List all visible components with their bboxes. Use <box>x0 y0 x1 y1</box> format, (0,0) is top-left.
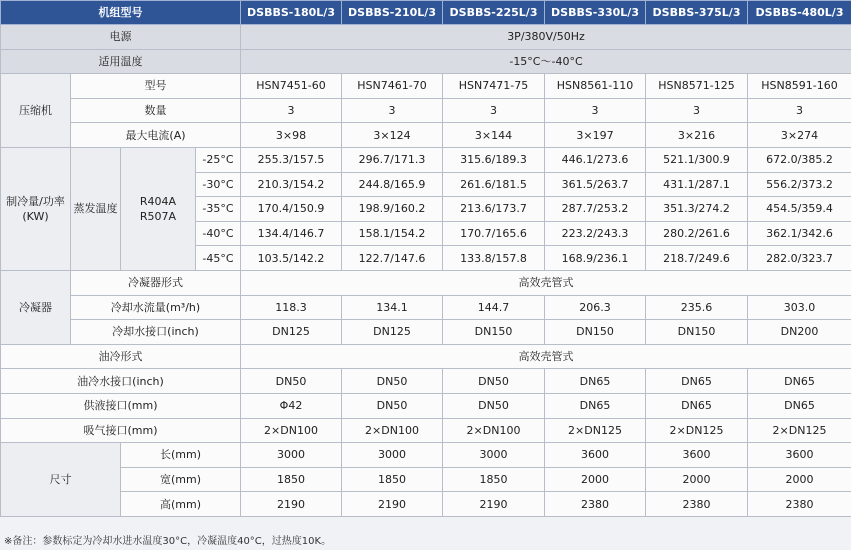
table-cell: 133.8/157.8 <box>443 246 545 271</box>
table-cell: DN65 <box>545 369 646 394</box>
table-cell: DN65 <box>748 369 851 394</box>
table-cell: 103.5/142.2 <box>241 246 342 271</box>
table-cell: 122.7/147.6 <box>342 246 443 271</box>
liquid-port-label: 供液接口(mm) <box>1 393 241 418</box>
table-cell: 3 <box>241 98 342 123</box>
table-cell: 218.7/249.6 <box>646 246 748 271</box>
refrigerant-label: R404A R507A <box>121 147 196 270</box>
table-cell: DN150 <box>443 320 545 345</box>
table-cell: DN125 <box>342 320 443 345</box>
table-cell: DN65 <box>646 393 748 418</box>
table-cell: Φ42 <box>241 393 342 418</box>
table-cell: 2000 <box>545 467 646 492</box>
table-cell: 2380 <box>646 492 748 517</box>
table-cell: HSN8591-160 <box>748 74 851 99</box>
model-header: DSBBS-480L/3 <box>748 1 851 25</box>
table-cell: DN50 <box>241 369 342 394</box>
table-cell: 3 <box>443 98 545 123</box>
oil-cooler-row <box>1 344 851 369</box>
evap-temp-value: -25°C <box>196 147 241 172</box>
table-cell: DN200 <box>748 320 851 345</box>
table-cell: DN150 <box>545 320 646 345</box>
table-cell: 303.0 <box>748 295 851 320</box>
oil-cooler-value: 高效壳管式 <box>241 344 851 369</box>
table-cell: 3×98 <box>241 123 342 148</box>
model-header: DSBBS-375L/3 <box>646 1 748 25</box>
table-cell: 2380 <box>748 492 851 517</box>
model-header: DSBBS-210L/3 <box>342 1 443 25</box>
table-cell: 2×DN125 <box>748 418 851 443</box>
evap-temp-value: -35°C <box>196 197 241 222</box>
table-cell: 3 <box>748 98 851 123</box>
table-cell: 3600 <box>545 443 646 468</box>
table-cell: 3600 <box>646 443 748 468</box>
table-cell: 446.1/273.6 <box>545 147 646 172</box>
temp-range-label: 适用温度 <box>1 49 241 74</box>
liquid-port-row <box>1 393 851 418</box>
condenser-type-label: 冷凝器形式 <box>71 270 241 295</box>
table-cell: 2000 <box>748 467 851 492</box>
footnote: ※备注：参数标定为冷却水进水温度30°C，冷凝温度40°C，过热度10K。 <box>4 536 332 547</box>
table-cell: 198.9/160.2 <box>342 197 443 222</box>
dimensions-group-label: 尺寸 <box>1 443 121 517</box>
table-cell: 2190 <box>342 492 443 517</box>
model-header: DSBBS-330L/3 <box>545 1 646 25</box>
table-cell: 556.2/373.2 <box>748 172 851 197</box>
table-cell: 170.7/165.6 <box>443 221 545 246</box>
table-cell: DN50 <box>342 369 443 394</box>
table-cell: 3 <box>646 98 748 123</box>
table-cell: 2190 <box>241 492 342 517</box>
table-cell: 3×216 <box>646 123 748 148</box>
power-value: 3P/380V/50Hz <box>241 25 851 50</box>
table-cell: 2×DN100 <box>443 418 545 443</box>
oil-cooler-label: 油冷形式 <box>1 344 241 369</box>
condenser-group-label: 冷凝器 <box>1 270 71 344</box>
condenser-port-label: 冷却水接口(inch) <box>71 320 241 345</box>
table-cell: 2×DN100 <box>342 418 443 443</box>
model-header: DSBBS-180L/3 <box>241 1 342 25</box>
table-cell: 134.4/146.7 <box>241 221 342 246</box>
dimension-height-label: 高(mm) <box>121 492 241 517</box>
table-cell: 1850 <box>342 467 443 492</box>
table-cell: 2380 <box>545 492 646 517</box>
header-row <box>1 1 851 25</box>
table-cell: 244.8/165.9 <box>342 172 443 197</box>
table-cell: 235.6 <box>646 295 748 320</box>
table-cell: HSN7461-70 <box>342 74 443 99</box>
table-cell: 2×DN125 <box>545 418 646 443</box>
table-cell: 351.3/274.2 <box>646 197 748 222</box>
table-cell: 144.7 <box>443 295 545 320</box>
table-cell: 3×197 <box>545 123 646 148</box>
table-cell: 255.3/157.5 <box>241 147 342 172</box>
table-cell: 261.6/181.5 <box>443 172 545 197</box>
table-cell: 3 <box>342 98 443 123</box>
table-cell: 454.5/359.4 <box>748 197 851 222</box>
table-cell: 3×144 <box>443 123 545 148</box>
table-cell: 1850 <box>241 467 342 492</box>
cooling-group-label: 制冷量/功率(KW) <box>1 147 71 270</box>
table-cell: 2×DN125 <box>646 418 748 443</box>
table-cell: DN50 <box>443 393 545 418</box>
power-label: 电源 <box>1 25 241 50</box>
condenser-flow-label: 冷却水流量(m³/h) <box>71 295 241 320</box>
table-cell: 1850 <box>443 467 545 492</box>
table-cell: DN65 <box>748 393 851 418</box>
table-cell: 118.3 <box>241 295 342 320</box>
power-row <box>1 25 851 50</box>
dimension-width-label: 宽(mm) <box>121 467 241 492</box>
table-cell: DN50 <box>443 369 545 394</box>
table-cell: 3×124 <box>342 123 443 148</box>
suction-port-label: 吸气接口(mm) <box>1 418 241 443</box>
table-cell: 287.7/253.2 <box>545 197 646 222</box>
table-cell: 280.2/261.6 <box>646 221 748 246</box>
table-cell: 521.1/300.9 <box>646 147 748 172</box>
evap-temp-value: -45°C <box>196 246 241 271</box>
table-cell: 223.2/243.3 <box>545 221 646 246</box>
table-cell: HSN7451-60 <box>241 74 342 99</box>
table-cell: 3×274 <box>748 123 851 148</box>
table-cell: 2×DN100 <box>241 418 342 443</box>
condenser-port-row <box>1 320 851 345</box>
table-cell: 3 <box>545 98 646 123</box>
condenser-type-value: 高效壳管式 <box>241 270 851 295</box>
table-cell: 296.7/171.3 <box>342 147 443 172</box>
condenser-type-row <box>1 270 851 295</box>
table-cell: 431.1/287.1 <box>646 172 748 197</box>
table-cell: 206.3 <box>545 295 646 320</box>
table-cell: 2000 <box>646 467 748 492</box>
compressor-qty-label: 数量 <box>71 98 241 123</box>
table-cell: 3600 <box>748 443 851 468</box>
table-cell: 362.1/342.6 <box>748 221 851 246</box>
table-cell: 315.6/189.3 <box>443 147 545 172</box>
table-cell: HSN8561-110 <box>545 74 646 99</box>
condenser-flow-row <box>1 295 851 320</box>
suction-port-row <box>1 418 851 443</box>
oil-port-row <box>1 369 851 394</box>
compressor-group-label: 压缩机 <box>1 74 71 148</box>
evap-temp-label: 蒸发温度 <box>71 147 121 270</box>
compressor-model-row <box>1 74 851 99</box>
table-cell: 2190 <box>443 492 545 517</box>
evap-temp-value: -30°C <box>196 172 241 197</box>
table-cell: HSN8571-125 <box>646 74 748 99</box>
compressor-qty-row <box>1 98 851 123</box>
model-header-label: 机组型号 <box>1 1 241 25</box>
dimension-width-row <box>1 467 851 492</box>
model-header: DSBBS-225L/3 <box>443 1 545 25</box>
cooling-row <box>1 147 851 172</box>
table-cell: 282.0/323.7 <box>748 246 851 271</box>
table-cell: 361.5/263.7 <box>545 172 646 197</box>
table-cell: 158.1/154.2 <box>342 221 443 246</box>
evap-temp-value: -40°C <box>196 221 241 246</box>
dimension-length-label: 长(mm) <box>121 443 241 468</box>
table-cell: 168.9/236.1 <box>545 246 646 271</box>
table-cell: HSN7471-75 <box>443 74 545 99</box>
compressor-current-label: 最大电流(A) <box>71 123 241 148</box>
table-cell: DN150 <box>646 320 748 345</box>
table-cell: DN125 <box>241 320 342 345</box>
table-cell: 210.3/154.2 <box>241 172 342 197</box>
table-cell: DN50 <box>342 393 443 418</box>
table-cell: DN65 <box>545 393 646 418</box>
table-cell: DN65 <box>646 369 748 394</box>
temp-range-value: -15°C～-40°C <box>241 49 851 74</box>
table-cell: 3000 <box>342 443 443 468</box>
temp-range-row <box>1 49 851 74</box>
compressor-model-label: 型号 <box>71 74 241 99</box>
table-cell: 213.6/173.7 <box>443 197 545 222</box>
table-cell: 3000 <box>241 443 342 468</box>
table-cell: 134.1 <box>342 295 443 320</box>
oil-port-label: 油冷水接口(inch) <box>1 369 241 394</box>
dimension-height-row <box>1 492 851 517</box>
table-cell: 672.0/385.2 <box>748 147 851 172</box>
compressor-current-row <box>1 123 851 148</box>
table-cell: 170.4/150.9 <box>241 197 342 222</box>
dimension-length-row <box>1 443 851 468</box>
table-cell: 3000 <box>443 443 545 468</box>
